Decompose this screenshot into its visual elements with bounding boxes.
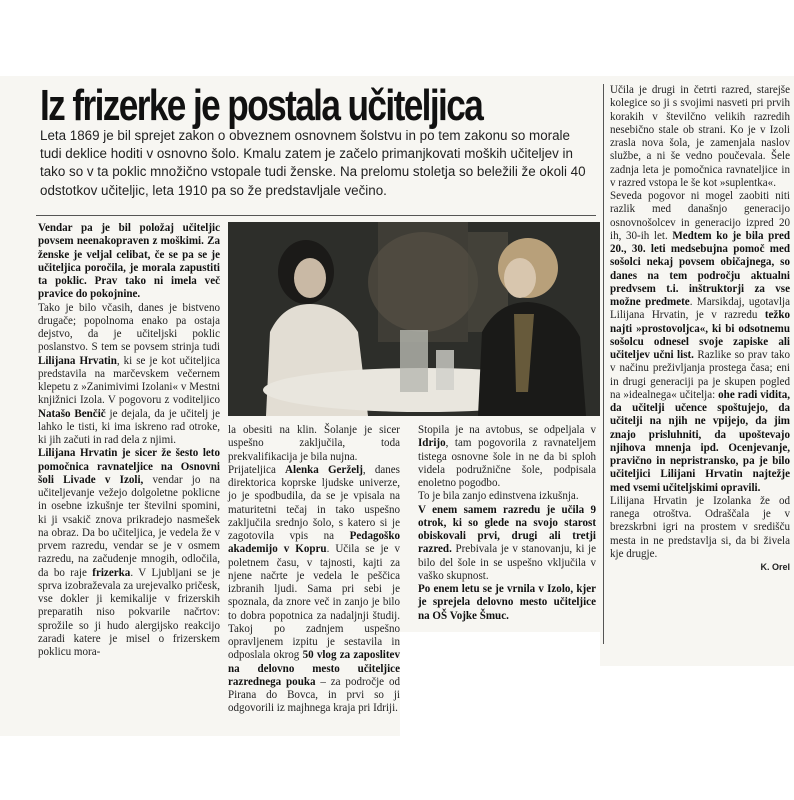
col3-bold: V enem samem razredu je učila 9 otrok, ki so glede na svojo starost obiskovali prvi, drugi ali tretji razred.	[418, 503, 596, 556]
col3-text: , tam pogovorila z ravnateljem tistega osnovne šole in ne da bi sploh videla podružnične šole, podpisala enoletno pogodbo.	[418, 437, 596, 489]
photo-two-women-icon	[228, 222, 600, 416]
article-photo	[228, 222, 600, 416]
column-1	[38, 222, 220, 659]
col4-text: Učila je drugi in četrti razred, starejše kolegice so ji s svojimi nasveti pri prvih korakih v številčno velikih razredih nesebično stale ob strani. Ko je v Izoli zrasla nova šola, je zamenjala naslov službe, a ni še vedno poučevala. Šele zadnja leta je pomočnica ravnateljice in v razred vstopa le še kot »suplentka«.	[610, 84, 790, 189]
col1-text: . V Ljubljani se je sprva izobraževala za urejevalko pričesk, vse dokler ji kemikalije v frizerskih preparatih niso pokvarile načrtov: sprožile so ji hudo alergijsko reakcijo zaradi katere je misel o frizerskem poklicu mora-	[38, 566, 220, 658]
col3-bold: Idrijo	[418, 437, 446, 450]
col3-text: Stopila je na avtobus, se odpeljala v	[418, 424, 596, 436]
column-2	[228, 424, 400, 716]
col3-text: To je bila zanjo edinstvena izkušnja.	[418, 490, 579, 503]
col2-bold: 50 vlog za zaposlitev na delovno mesto učiteljice razrednega pouka	[228, 649, 400, 688]
col2-text: – za področje od Pirana do Bovca, in prvi so ji odgovorili iz majhnega kraja pri Idriji.	[228, 675, 400, 715]
col4-bold: ohe radi vidita, da učitelji učence spoštujejo, da učitelji na njih ne vpijejo, da jim znajo prisluhniti, da upoštevajo njihova mnenja ipd. Ocenjevanje, pravično in nepristransko, pa je bilo učiteljici Lilijani Hrvatin najtežje med vsemi učiteljskimi opravili.	[610, 388, 790, 494]
col1-subhead-bold: Lilijana Hrvatin je sicer že šesto leto pomočnica ravnateljice na Osnovni šoli Livade v Izoli,	[38, 447, 220, 486]
col1-text: , ki se je kot učiteljica predstavila na marčevskem večernem klepetu z »Zanimivimi Izolani« v Mestni knjižnici Izola. V pogovoru z voditeljico	[38, 354, 220, 407]
col2-bold: Pedagoško akademijo v Kopru	[228, 530, 400, 556]
byline: K. Orel	[760, 562, 790, 572]
col3-bold: Po enem letu se je vrnila v Izolo, kjer je sprejela delovno mesto učiteljice na OŠ Vojke Šmuc.	[418, 583, 596, 622]
col4-text: . Marsikdaj, ugotavlja Lilijana Hrvatin, je v razredu	[610, 296, 790, 322]
col4-text: Seveda pogovor ni mogel zaobiti niti razlik med današnjo generacijo osnovnošolcev in generacijo izpred 20 ih, 30-ih let.	[610, 190, 790, 242]
column-4	[610, 84, 790, 574]
col4-bold: Medtem ko je bila pred 20., 30. leti medsebujna pomoč med sošolci nekaj povsem običajnega, so danes na tem področju aktualni predvsem t.i. inštruktorji za vse možne predmete	[610, 229, 790, 308]
col4-bold: težko najti »prostovoljca«, ki bi odsotnemu sošolcu odnesel svoje zapiske ali učiteljev učni list.	[610, 309, 790, 361]
col2-text: Prijateljica	[228, 463, 286, 476]
headline: Iz frizerke je postala učiteljica	[40, 81, 483, 130]
col2-name-bold: Alenka Gerželj	[285, 463, 363, 476]
col1-bold-word: frizerka	[92, 566, 131, 579]
col1-name-bold: Lilijana Hrvatin	[38, 354, 117, 367]
col1-text: Tako je bilo včasih, danes je bistveno drugače; popolnoma enako pa ostaja dejstvo, da je učiteljski poklic poslanstvo. S tem se povsem strinja tudi	[38, 301, 220, 354]
col1-name-bold: Natašo Benčič	[38, 407, 106, 420]
col1-intro-bold: Vendar pa je bil položaj učiteljic povsem neenakopraven z moškimi. Za ženske je veljal celibat, če se pa se je učiteljica poročila, je morala zapustiti ta poklic. Prav tako ni imela več pravice do pokojnine.	[38, 222, 220, 301]
col4-text: Lilijana Hrvatin je Izolanka že od ranega otroštva. Odraščala je v brezskrbni igri na prostem v središču mesta in ne predstavlja si, da bi živela kje drugje.	[610, 494, 790, 560]
col2-text: , danes direktorica koprske ljudske univerze, jo je spodbudila, da se je vpisala na maturitetni tečaj in tako uspešno zaključila srednjo šolo, s katero si je zagotovila vpis na	[228, 463, 400, 542]
col2-text: . Učila se je v poletnem času, v tajnosti, kajti za njene načrte je vedela le peščica izbranih ljudi. Sama pri sebi je spoznala, da znore več in zanjo je bilo to dobra popotnica za nadaljnji študij. Takoj po zadnjem uspešno opravljenem izpitu je sestavila in odposlala okrog	[228, 543, 400, 662]
divider	[36, 215, 596, 216]
column-3	[418, 424, 596, 623]
col3-text: Prebivala je v stanovanju, ki je bilo del šole in se uspešno vključila v vaško skupnost.	[418, 543, 596, 582]
col4-text: Razlike so prav tako v načinu preživljanja prostega časa; eni in drugi generaciji pa je skupen pogled na »idealnega« učitelja:	[610, 349, 790, 401]
col1-text: vendar jo na učiteljevanje vežejo dolgoletne poklicne in osebne izkušnje ter številni spomini, ki ji vsakič znova prikradejo nasmešek na obraz. Da bo učiteljica, je vedela že v prvem razredu, vendar se je v osmem razredu, na začudenje mnogih, odločila, da bo raje	[38, 473, 220, 579]
lead-paragraph: Leta 1869 je bil sprejet zakon o obveznem osnovnem šolstvu in po tem zakonu so morale tudi deklice hoditi v osnovno šolo. Kmalu zatem je začelo primanjkovati moških učiteljev in tako so v ta poklic množično vstopale tudi ženske. Na prelomu stoletja so beležili že okoli 40 odstotkov učiteljic, leta 1910 pa so že predstavljale večino.	[40, 128, 586, 198]
column-rule	[603, 84, 604, 644]
col2-text: la obesiti na klin. Šolanje je sicer uspešno zaključila, toda prekvalifikacija je bila nujna.	[228, 424, 400, 463]
col1-text: je dejala, da je učitelj je lahko le tisti, ki ima iskreno rad otroke, ki jih začuti in rad dela z njimi.	[38, 407, 220, 446]
